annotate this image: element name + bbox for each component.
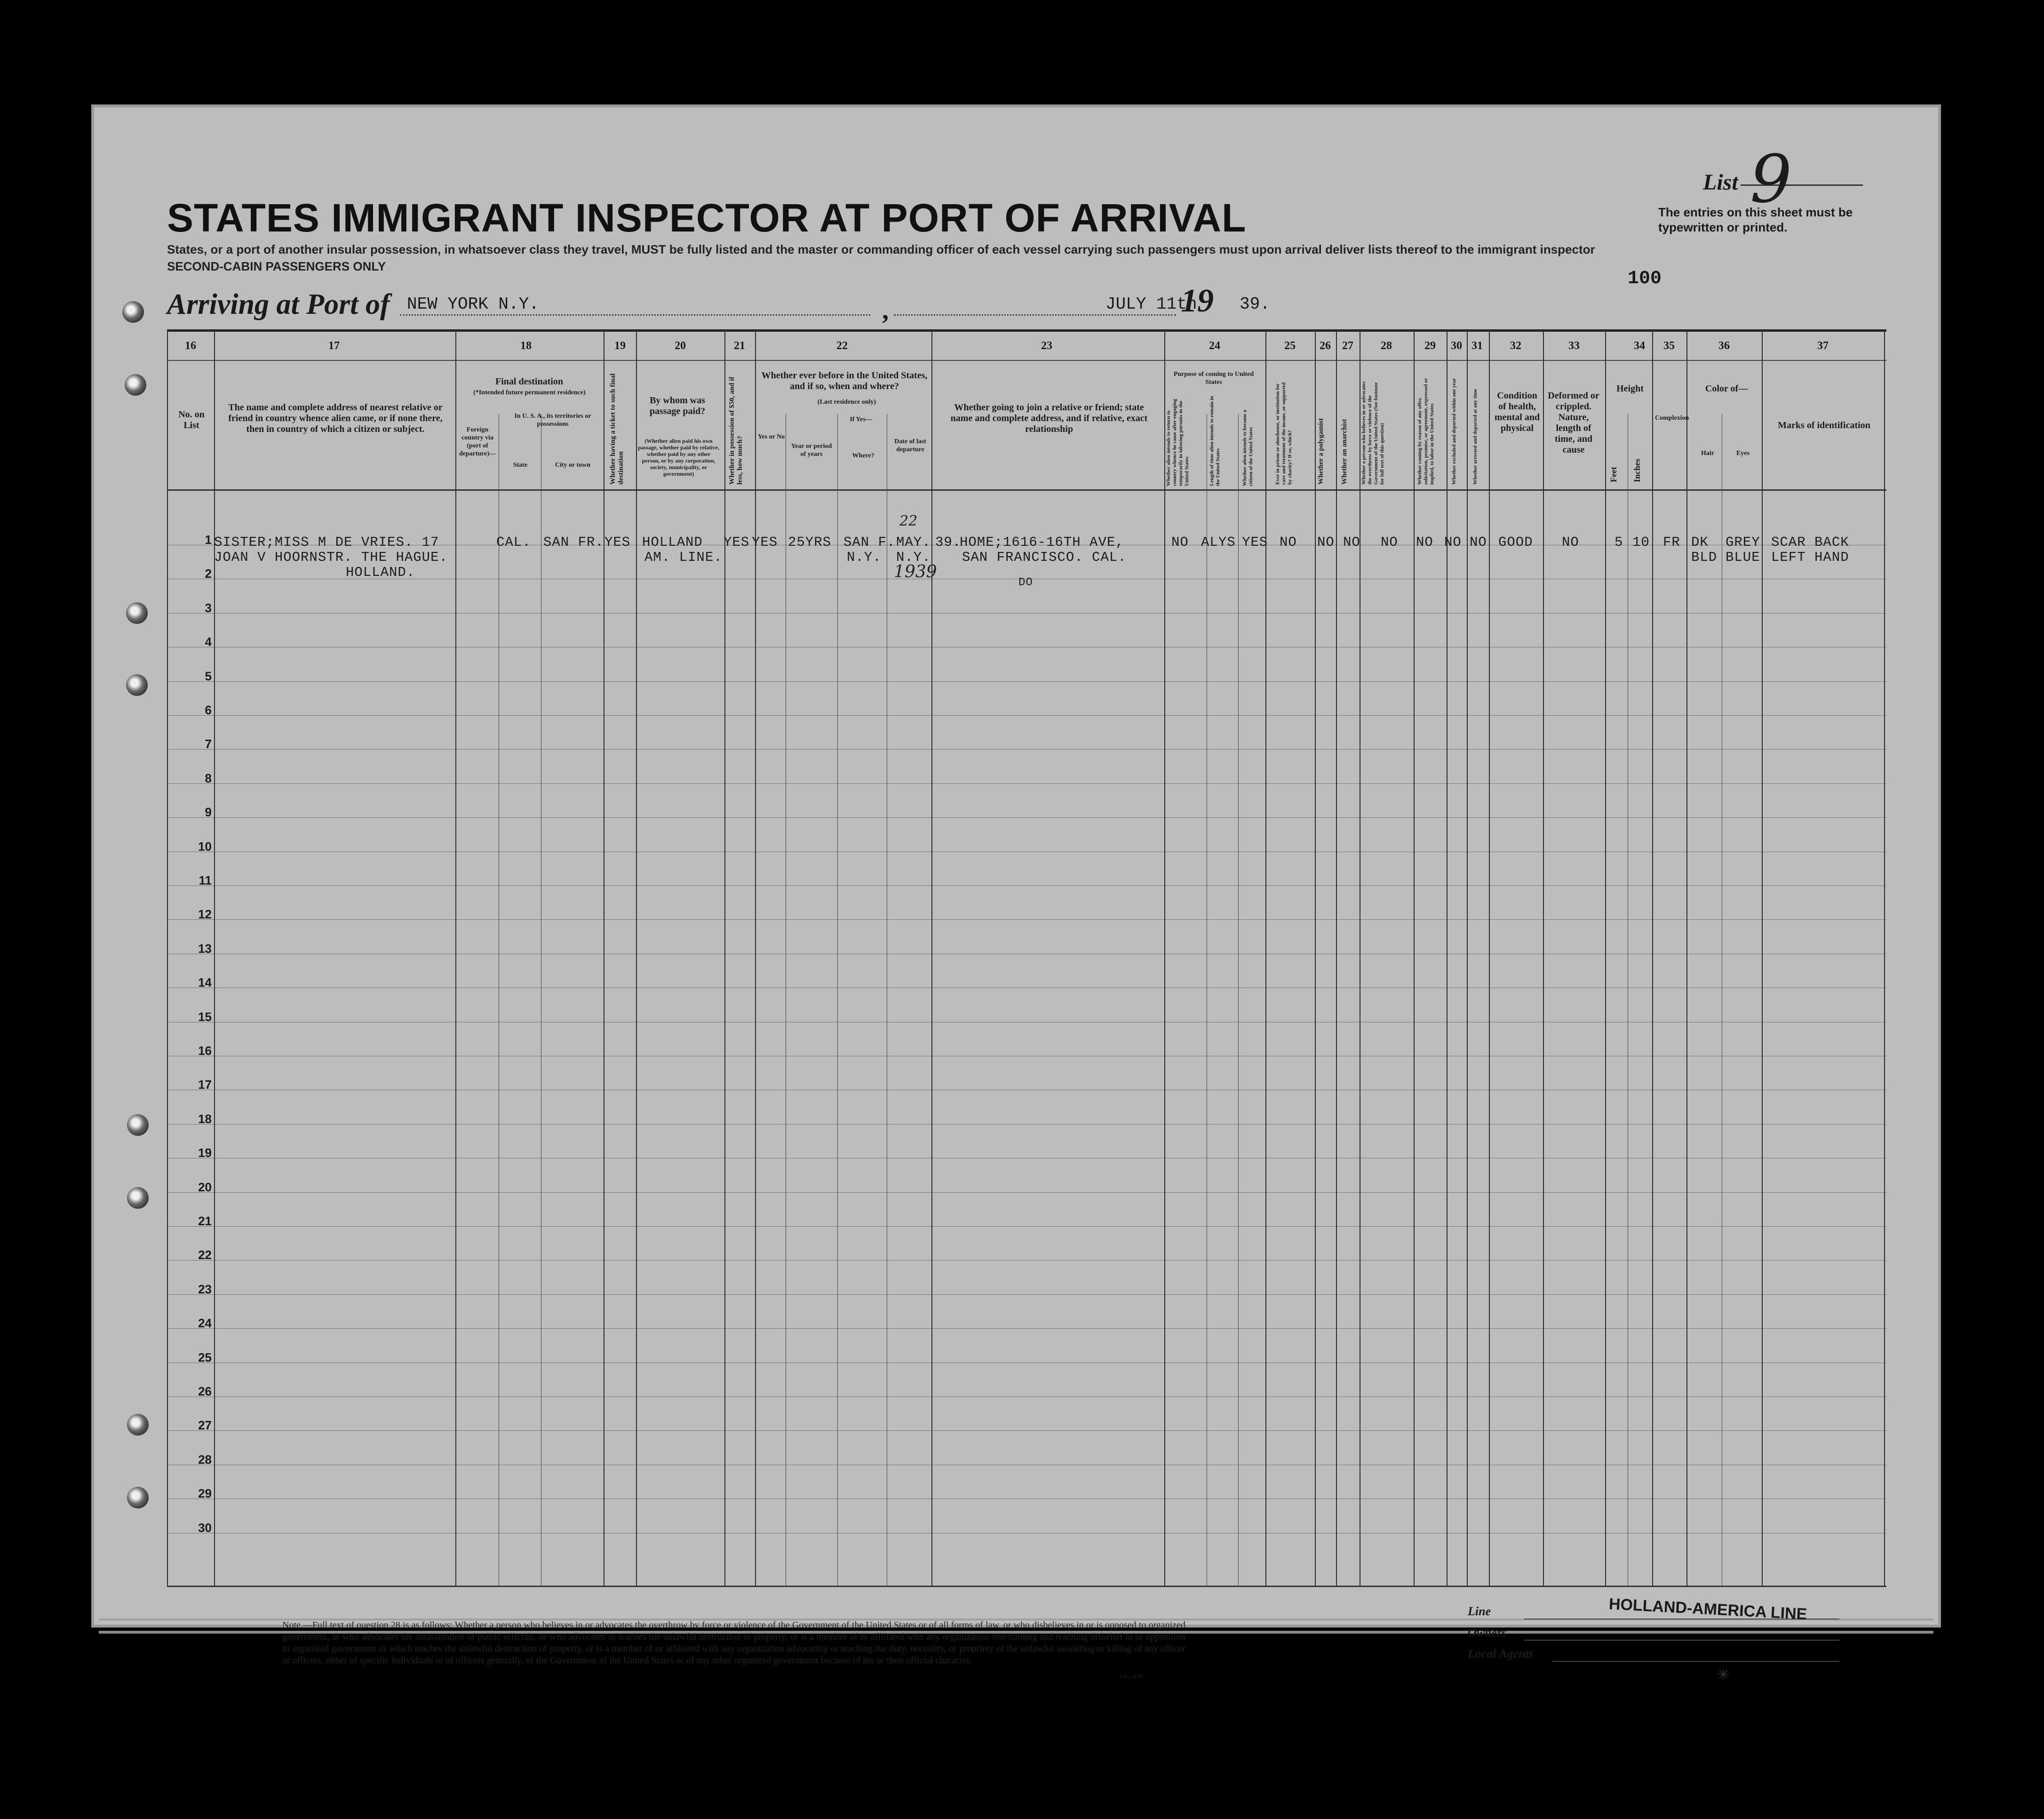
binder-hole-icon — [127, 1414, 149, 1436]
entry-paid-by-line2: AM. LINE. — [644, 550, 723, 565]
header-state: State — [513, 462, 528, 469]
entry-feet: 5 — [1615, 535, 1623, 550]
row-rule — [167, 681, 1886, 682]
row-rule — [167, 1124, 1886, 1125]
row-number: 12 — [198, 907, 212, 922]
entry-hair-line1: DK — [1691, 535, 1709, 550]
column-number: 33 — [1568, 340, 1580, 352]
agents-underline — [1552, 1661, 1839, 1662]
row-number: 8 — [205, 771, 212, 785]
entry-health: GOOD — [1498, 535, 1533, 550]
column-divider — [214, 329, 215, 1586]
column-divider — [636, 329, 637, 1586]
date-value: JULY 11th — [1106, 295, 1197, 314]
port-value: NEW YORK N.Y. — [407, 295, 539, 314]
header-eyes: Eyes — [1736, 450, 1750, 457]
entry-complexion: FR — [1663, 535, 1680, 550]
entry-overthrow: NO — [1381, 535, 1398, 550]
column-number: 17 — [328, 340, 340, 352]
entry-where-line2: N.Y. — [847, 550, 882, 565]
header-nearest-relative: The name and complete address of nearest relative or friend in country whence alien came, or if none there, then in country of which a citizen or subject. — [228, 402, 443, 434]
header-prison: Ever in prison or almshouse, or institution for care and treatment of the insane, or supported by charity? If so, which? — [1275, 382, 1293, 485]
header-height: Height — [1616, 383, 1644, 394]
entry-relative-line1: SISTER;MISS M DE VRIES. 17 — [214, 535, 439, 550]
row-number: 6 — [205, 703, 212, 717]
header-last-residence: (Last residence only) — [817, 399, 876, 406]
row-number: 14 — [198, 975, 212, 990]
column-divider — [1652, 329, 1653, 1586]
column-number: 25 — [1284, 340, 1296, 352]
column-divider — [455, 329, 456, 1586]
header-final-destination: Final destination — [495, 376, 563, 387]
column-number: 24 — [1209, 340, 1220, 352]
column-divider — [1762, 329, 1763, 1586]
header-anarchist: Whether an anarchist — [1341, 419, 1348, 485]
header-city: City or town — [555, 462, 591, 469]
entry-inches: 10 — [1632, 535, 1650, 550]
row-rule — [167, 715, 1886, 716]
row-number: 28 — [198, 1452, 212, 1467]
entry-years: 25YRS — [788, 535, 832, 550]
column-number: 18 — [520, 340, 532, 352]
entry-prison: NO — [1280, 535, 1297, 550]
entry-deported: NO — [1470, 535, 1487, 550]
entry-before: YES — [752, 535, 778, 550]
row-number: 21 — [198, 1214, 212, 1228]
row-number: 9 — [205, 805, 212, 820]
entry-ticket: YES — [604, 535, 631, 550]
row-number: 18 — [198, 1111, 212, 1126]
column-number: 16 — [185, 340, 196, 352]
header-joining-relative: Whether going to join a relative or friend; state name and complete address, and if relative, exact relationship — [950, 402, 1148, 434]
column-divider — [755, 329, 756, 1586]
column-divider — [1884, 329, 1885, 1586]
binder-hole-icon — [126, 602, 148, 624]
entry-departure-year-handwritten: 1939 — [894, 562, 937, 582]
header-feet: Feet — [1609, 467, 1618, 482]
class-line: SECOND-CABIN PASSENGERS ONLY — [167, 259, 386, 273]
row-number: 20 — [198, 1180, 212, 1194]
header-yes-no: Yes or No — [757, 433, 785, 440]
binder-hole-icon — [127, 1187, 149, 1209]
row-number: 23 — [198, 1282, 212, 1296]
entry-excluded: NO — [1444, 535, 1462, 550]
row-number: 16 — [198, 1044, 212, 1058]
row-number: 24 — [198, 1316, 212, 1331]
row-rule — [167, 783, 1886, 784]
row-number: 1 — [205, 533, 212, 547]
header-deformed: Deformed or crippled. Nature, length of time, and cause — [1548, 391, 1599, 455]
row-rule — [167, 919, 1886, 920]
column-divider — [724, 329, 725, 1586]
header-deported: Whether arrested and deported at any time — [1472, 389, 1478, 485]
column-number: 36 — [1718, 340, 1730, 352]
year-value: 39. — [1240, 295, 1270, 314]
row-rule — [167, 1294, 1886, 1295]
column-number: 23 — [1041, 340, 1052, 352]
column-divider — [931, 329, 932, 1586]
date-line — [894, 314, 1176, 316]
row-number: 5 — [205, 669, 212, 683]
row-number: 29 — [198, 1486, 212, 1501]
form-number: 14—430 — [1120, 1673, 1143, 1680]
footnote-question-28: Note.—Full text of question 28 is as follows: Whether a person who believes in or advocates the overthrow by force or violence of the Government of the United States or of all forms of law, or who disbelieves in or is opposed to organized government, or who advocates the assassination of public officials, or who advocates or teaches the unlawful destruction of property, or is a member of or affiliated with any organization entertaining and teaching disbelief in or opposition to organized government or which teaches the unlawful destruction of property, or is a member of or affiliated with any organization advocating or teaching the duty, necessity, or propriety of the unlawful assaulting or killing of any officer or officers, either of specific individuals or of officers generally, of the Government of the United States or of any other organized government because of his or their official character. — [282, 1620, 1185, 1666]
column-divider — [1447, 329, 1448, 1586]
entry-relative-line2: JOAN V HOORNSTR. THE HAGUE. — [214, 550, 448, 565]
header-complexion: Complexion — [1655, 415, 1689, 422]
column-number-line — [167, 360, 1886, 361]
entry-departure-year: 39. — [935, 535, 962, 550]
row-number: 22 — [198, 1248, 212, 1262]
row-number: 2 — [205, 566, 212, 581]
header-overthrow: Whether a person who believes in or advocates the overthrow by force or violence of the Government of the United States (See footnote for full text of this question) — [1361, 381, 1385, 485]
header-hair: Hair — [1701, 450, 1714, 457]
binder-hole-icon — [127, 1487, 149, 1508]
column-number: 26 — [1320, 340, 1331, 352]
header-date-departure: Date of last departure — [894, 438, 926, 453]
entry-hair-line2: BLD — [1691, 550, 1718, 565]
row-rule — [167, 613, 1886, 614]
header-labor-offer: Whether coming by reason of any offer, solicitation, promise, or agreement, expressed or implied, to labor in the United States — [1417, 378, 1435, 485]
entry-departure-line2: N.Y. — [896, 550, 931, 565]
row-number: 26 — [198, 1384, 212, 1398]
entry-polygamist: NO — [1317, 535, 1335, 550]
comma: , — [882, 296, 889, 325]
header-ticket: Whether having a ticket to such final destination — [609, 373, 625, 485]
header-inches: Inches — [1632, 458, 1642, 482]
list-label: List — [1703, 170, 1738, 195]
column-number: 21 — [734, 340, 745, 352]
header-color-of: Color of— — [1705, 383, 1748, 394]
year-prefix: 19 — [1181, 283, 1214, 319]
row-number: 30 — [198, 1520, 212, 1535]
entry-paid-by-line1: HOLLAND — [642, 535, 703, 550]
column-number: 28 — [1381, 340, 1392, 352]
column-divider — [1543, 329, 1544, 1586]
column-divider — [1164, 329, 1165, 1586]
header-purpose: Purpose of coming to United States — [1173, 371, 1254, 386]
column-number: 30 — [1451, 340, 1462, 352]
column-divider — [1467, 329, 1468, 1586]
column-divider — [1605, 329, 1606, 1586]
entry-money: YES — [724, 535, 750, 550]
column-number: 35 — [1663, 340, 1675, 352]
table-bottom-border — [167, 1586, 1886, 1587]
header-where: Where? — [852, 452, 875, 459]
entry-anarchist: NO — [1343, 535, 1360, 550]
entry-departure-line1: MAY. — [896, 535, 931, 550]
entry-state: CAL. — [496, 535, 531, 550]
entry-eyes-line2: BLUE — [1726, 550, 1760, 565]
row-number: 4 — [205, 635, 212, 649]
binder-hole-icon — [125, 374, 146, 396]
column-divider — [1265, 329, 1266, 1586]
row-rule — [167, 1260, 1886, 1261]
line-stamp: HOLLAND-AMERICA LINE — [1608, 1595, 1808, 1624]
row-number: 25 — [198, 1350, 212, 1364]
entry-marks-line1: SCAR BACK — [1771, 535, 1849, 550]
entry-departure-day-handwritten: 22 — [899, 513, 918, 529]
header-citizen-intent: Whether alien intends to become a citizen of the United States — [1242, 409, 1254, 486]
row-number: 11 — [199, 873, 212, 887]
row-number: 13 — [198, 941, 212, 956]
column-divider — [1489, 329, 1490, 1586]
header-if-yes: If Yes— — [850, 416, 872, 423]
column-number: 19 — [614, 340, 626, 352]
column-number: 37 — [1817, 340, 1829, 352]
entry-city: SAN FR. — [543, 535, 604, 550]
list-number: 9 — [1750, 141, 1792, 218]
entry-eyes-line1: GREY — [1726, 535, 1760, 550]
row-rule — [167, 1192, 1886, 1193]
column-divider — [1315, 329, 1316, 1586]
row-number: 3 — [205, 600, 212, 615]
header-before-in-us: Whether ever before in the United States, and if so, when and where? — [761, 370, 928, 391]
entry-return: NO — [1171, 535, 1189, 550]
header-final-destination-note: (*Intended future permanent residence) — [473, 389, 586, 396]
row-rule — [167, 817, 1886, 818]
header-return-intent: Whether alien intends to return to country whence he came after engaging temporarily in laboring pursuits in the United States — [1166, 399, 1190, 486]
entry-citizen: YES — [1242, 535, 1268, 550]
binder-hole-icon — [122, 301, 144, 323]
row-number: 10 — [198, 839, 212, 854]
row-rule — [167, 1396, 1886, 1397]
row-rule — [167, 1226, 1886, 1227]
row-number: 27 — [198, 1418, 212, 1433]
header-passage-note: (Whether alien paid his own passage, whether paid by relative, whether paid by any other person, or by any corporation, society, municipality, or government) — [638, 438, 719, 477]
port-line — [400, 314, 870, 316]
column-divider — [1238, 414, 1239, 1586]
column-divider — [1686, 329, 1687, 1586]
local-agents-label: Local Agents — [1468, 1647, 1534, 1660]
owners-underline — [1524, 1640, 1839, 1641]
entry-joining-line2: SAN FRANCISCO. CAL. — [962, 550, 1127, 565]
header-money: Whether in possession of $50, and if less, how much? — [728, 376, 744, 485]
manifest-sheet — [94, 107, 1938, 1625]
entry-marks-line2: LEFT HAND — [1771, 550, 1849, 565]
entries-note: The entries on this sheet must be typewritten or printed. — [1658, 205, 1853, 234]
row-number: 17 — [198, 1077, 212, 1092]
header-polygamist: Whether a polygamist — [1317, 418, 1325, 485]
column-divider — [1414, 329, 1415, 1586]
entry-deformed: NO — [1562, 535, 1579, 550]
header-bottom-border — [167, 489, 1886, 491]
entry-labor: NO — [1416, 535, 1433, 550]
column-number: 34 — [1634, 340, 1645, 352]
header-passage-paid: By whom was passage paid? — [649, 395, 706, 416]
entry-where-line1: SAN F. — [843, 535, 896, 550]
column-divider — [1336, 329, 1337, 1586]
header-year-period: Year or period of years — [791, 443, 832, 458]
entry-joining-line3: DO — [1018, 576, 1033, 589]
column-divider — [837, 414, 838, 1586]
header-no-on-list: No. on List — [178, 409, 205, 431]
page-title: STATES IMMIGRANT INSPECTOR AT PORT OF ARRIVAL — [167, 196, 1247, 240]
header-foreign-country: Foreign country via (port of departure)— — [459, 426, 496, 457]
row-rule — [167, 749, 1886, 750]
table-top-border — [167, 329, 1886, 332]
binder-hole-icon — [127, 1114, 149, 1136]
entry-joining-line1: HOME;1616-16TH AVE, — [960, 535, 1124, 550]
binder-hole-icon — [126, 674, 148, 696]
instructions-text: States, or a port of another insular possession, in whatsoever class they travel, MUST be fully listed and the master or commanding officer of each vessel carrying such passengers must upon arrival deliver lists thereof to the immigrant inspector — [167, 242, 1595, 256]
column-number: 32 — [1510, 340, 1521, 352]
header-in-usa: In U. S. A., its territories or possessions — [514, 413, 591, 428]
row-rule — [167, 1430, 1886, 1431]
row-number: 7 — [205, 737, 212, 751]
row-rule — [167, 1328, 1886, 1329]
column-number: 27 — [1342, 340, 1353, 352]
sheet-number: 100 — [1628, 268, 1662, 289]
entry-relative-line3: HOLLAND. — [346, 565, 415, 580]
header-length-stay: Length of time alien intends to remain in the United States — [1209, 396, 1221, 486]
row-number: 19 — [198, 1146, 212, 1160]
column-number: 31 — [1471, 340, 1483, 352]
line-label: Line — [1468, 1604, 1491, 1618]
column-number: 22 — [836, 340, 848, 352]
arriving-label: Arriving at Port of — [167, 288, 390, 320]
asterisk-mark-icon: ✳ — [1717, 1666, 1730, 1683]
entry-length: ALYS — [1201, 535, 1236, 550]
owners-label: Owners — [1468, 1626, 1507, 1639]
header-marks: Marks of identification — [1778, 420, 1870, 431]
header-excluded: Whether excluded and deported within one year — [1451, 378, 1457, 485]
column-divider — [167, 329, 168, 1586]
header-health: Condition of health, mental and physical — [1494, 391, 1540, 433]
row-number: 15 — [198, 1009, 212, 1024]
column-number: 29 — [1424, 340, 1436, 352]
column-number: 20 — [675, 340, 686, 352]
